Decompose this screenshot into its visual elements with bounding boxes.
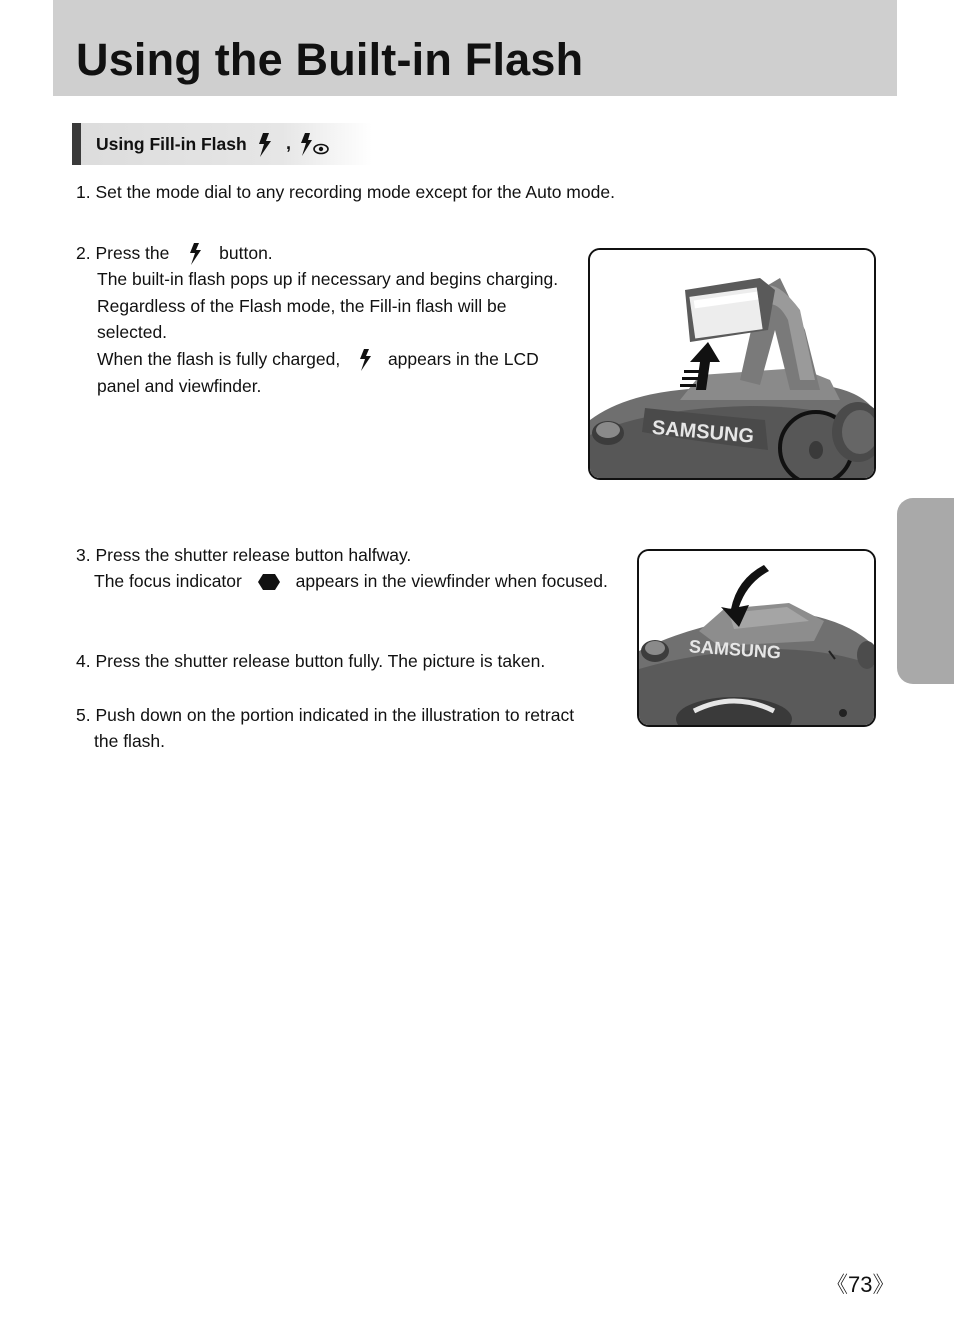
focus-indicator-icon xyxy=(249,571,289,593)
step-2-prefix: 2. Press the xyxy=(76,243,170,263)
flash-icon xyxy=(180,242,210,266)
flash-red-eye-icon xyxy=(299,132,331,158)
step-1: 1. Set the mode dial to any recording mode except for the Auto mode. xyxy=(76,182,615,202)
page-number: 《73》 xyxy=(826,1272,895,1297)
step-3-line-1: 3. Press the shutter release button halfway. xyxy=(76,545,412,565)
side-tab xyxy=(897,498,954,684)
figure-1-brand-text: SAMSUNG xyxy=(651,416,755,448)
step-2 xyxy=(76,240,273,267)
figure-2-brand-text: SAMSUNG xyxy=(688,636,782,663)
step-2-line-4: selected. xyxy=(97,322,168,342)
flash-icon xyxy=(256,132,274,158)
section-separator: , xyxy=(286,133,292,153)
step-3-line-2-suffix: appears in the viewfinder when focused. xyxy=(295,571,608,591)
step-2-line-6: panel and viewfinder. xyxy=(97,376,262,396)
step-5-line-1: 5. Push down on the portion indicated in the illustration to retract xyxy=(76,705,575,725)
section-heading xyxy=(72,123,372,165)
flash-icon xyxy=(347,348,381,372)
page-title: Using the Built-in Flash xyxy=(76,34,584,85)
flash-popup-illustration xyxy=(588,248,876,480)
step-2-line-5-prefix: When the flash is fully charged, xyxy=(97,349,341,369)
step-3-line-2-prefix: The focus indicator xyxy=(94,571,242,591)
step-5-line-2: the flash. xyxy=(94,731,166,751)
camera-flash-up-drawing xyxy=(590,250,874,478)
section-title: Using Fill-in Flash xyxy=(96,134,247,154)
step-3-line-2 xyxy=(94,568,608,595)
section-heading-bar xyxy=(72,123,81,165)
step-2-line-3: Regardless of the Flash mode, the Fill-in flash will be xyxy=(97,296,507,316)
step-2-line-5-suffix: appears in the LCD xyxy=(387,349,539,369)
camera-flash-down-drawing xyxy=(639,551,874,725)
step-2-line-2: The built-in flash pops up if necessary and begins charging. xyxy=(97,269,559,289)
step-2-line-5 xyxy=(97,346,539,373)
step-4: 4. Press the shutter release button fully. The picture is taken. xyxy=(76,651,546,671)
step-2-suffix: button. xyxy=(219,243,273,263)
flash-retract-illustration xyxy=(637,549,876,727)
